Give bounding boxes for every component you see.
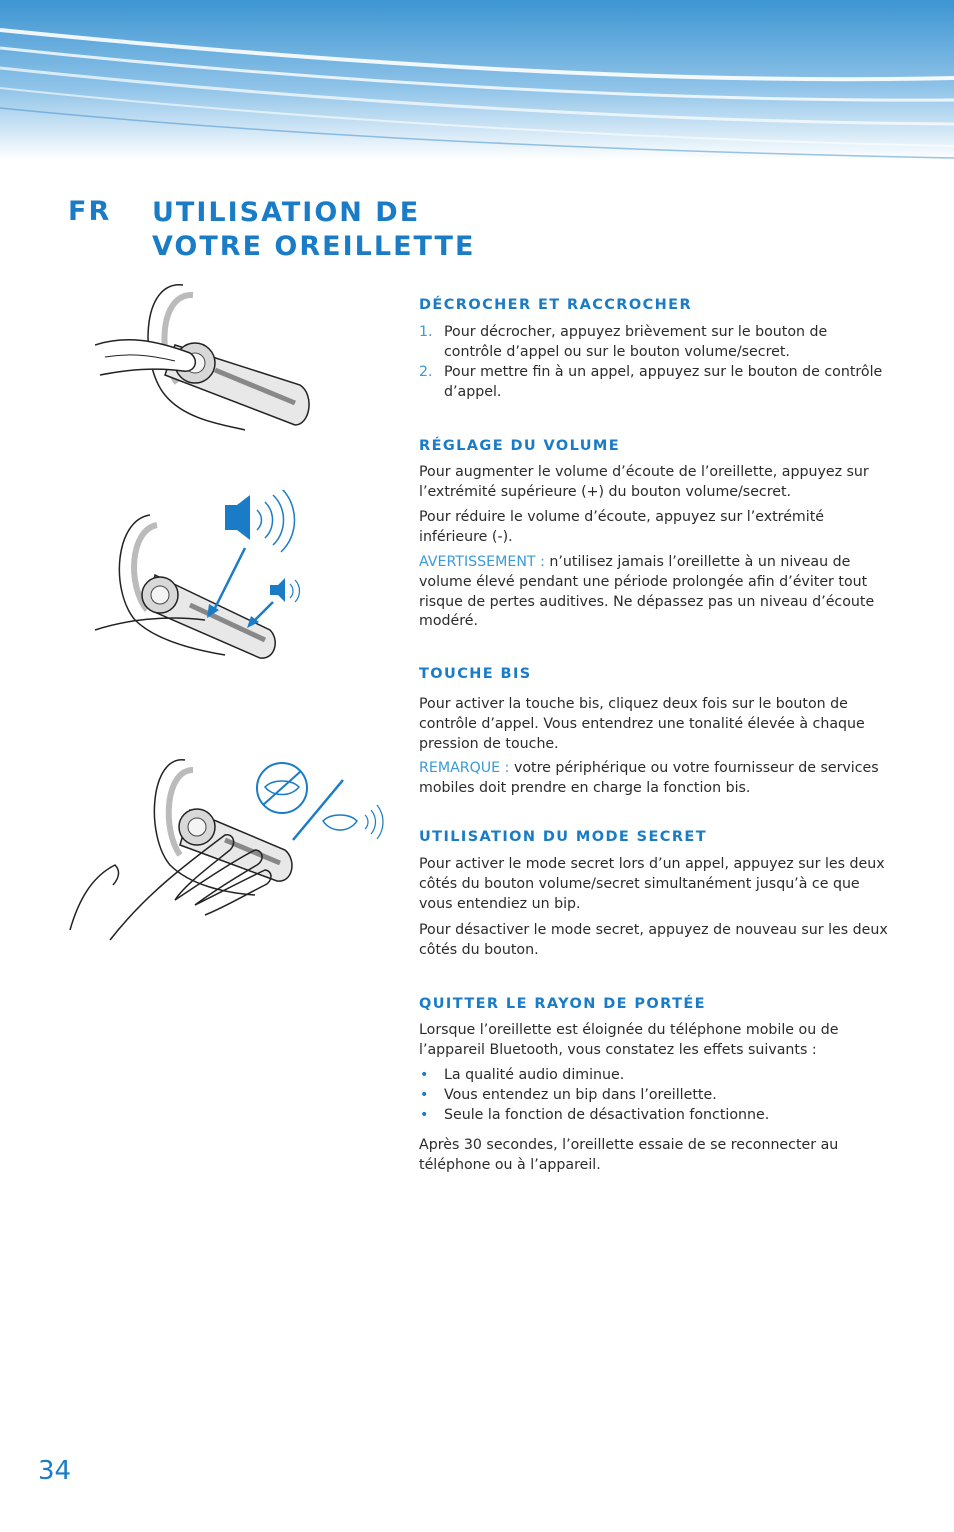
heading-mute: UTILISATION DU MODE SECRET [419, 829, 707, 845]
bullet-icon: • [420, 1067, 429, 1083]
heading-answer-call: DÉCROCHER ET RACCROCHER [419, 297, 693, 313]
mouth-icon [323, 815, 357, 830]
paragraph: Pour activer le mode secret lors d’un appel, appuyez sur les deux côtés du bouton volume/secret simultanément jusqu’à ce que vous entendiez un bip. [419, 856, 885, 912]
illustration-volume [95, 490, 315, 670]
list-item [419, 1086, 769, 1106]
list-item [419, 1066, 769, 1086]
speaker-loud-icon [225, 495, 250, 540]
list-item [419, 363, 889, 403]
heading-redial: TOUCHE BIS [419, 666, 532, 682]
note-text: votre périphérique ou votre fournisseur de services mobiles doit prendre en charge la fonction bis. [419, 760, 879, 796]
bullet-icon: • [420, 1106, 429, 1123]
list-text: La qualité audio diminue. [444, 1067, 625, 1083]
paragraph: Lorsque l’oreillette est éloignée du téléphone mobile ou de l’appareil Bluetooth, vous constatez les effets suivants : [419, 1022, 839, 1058]
list-text: Seule la fonction de désactivation fonctionne. [444, 1106, 770, 1123]
paragraph: Après 30 secondes, l’oreillette essaie de se reconnecter au téléphone ou à l’appareil. [419, 1137, 839, 1173]
list-text: Vous entendez un bip dans l’oreillette. [444, 1086, 717, 1103]
note-paragraph [419, 759, 889, 799]
list-number: 1. [419, 324, 433, 340]
list-item [419, 323, 889, 363]
page-number: 34 [38, 1456, 72, 1486]
paragraph: Pour réduire le volume d’écoute, appuyez sur l’extrémité inférieure (-). [419, 509, 824, 545]
header-banner [0, 0, 954, 160]
heading-volume: RÉGLAGE DU VOLUME [419, 438, 621, 454]
paragraph: Pour activer la touche bis, cliquez deux fois sur le bouton de contrôle d’appel. Vous entendrez une tonalité élevée à chaque pression de touche. [419, 696, 865, 752]
paragraph: Pour augmenter le volume d’écoute de l’oreillette, appuyez sur l’extrémité supérieure (+) du bouton volume/secret. [419, 464, 869, 500]
heading-out-of-range: QUITTER LE RAYON DE PORTÉE [419, 996, 706, 1012]
note-label: REMARQUE : [419, 760, 510, 776]
page-title-line-2: VOTRE OREILLETTE [152, 231, 476, 262]
speaker-quiet-icon [270, 578, 285, 602]
paragraph: Pour désactiver le mode secret, appuyez de nouveau sur les deux côtés du bouton. [419, 922, 888, 958]
illustration-answer-call [95, 275, 325, 440]
bullet-icon: • [420, 1086, 429, 1103]
list-text: Pour décrocher, appuyez brièvement sur le bouton de contrôle d’appel ou sur le bouton volume/secret. [444, 324, 828, 360]
page-title-line-1: UTILISATION DE [152, 197, 421, 228]
warning-paragraph [419, 553, 889, 632]
list-number: 2. [419, 364, 433, 380]
list-item [419, 1106, 769, 1126]
list-text: Pour mettre fin à un appel, appuyez sur le bouton de contrôle d’appel. [444, 364, 883, 400]
language-code: FR [68, 196, 112, 227]
warning-text: n’utilisez jamais l’oreillette à un niveau de volume élevé pendant une période prolongée afin d’éviter tout risque de pertes auditives. Ne dépassez pas un niveau d’écoute modéré. [419, 554, 875, 630]
illustration-mute [65, 755, 390, 945]
warning-label: AVERTISSEMENT : [419, 554, 545, 570]
bullet-list [419, 1066, 769, 1125]
page-title [152, 196, 475, 264]
